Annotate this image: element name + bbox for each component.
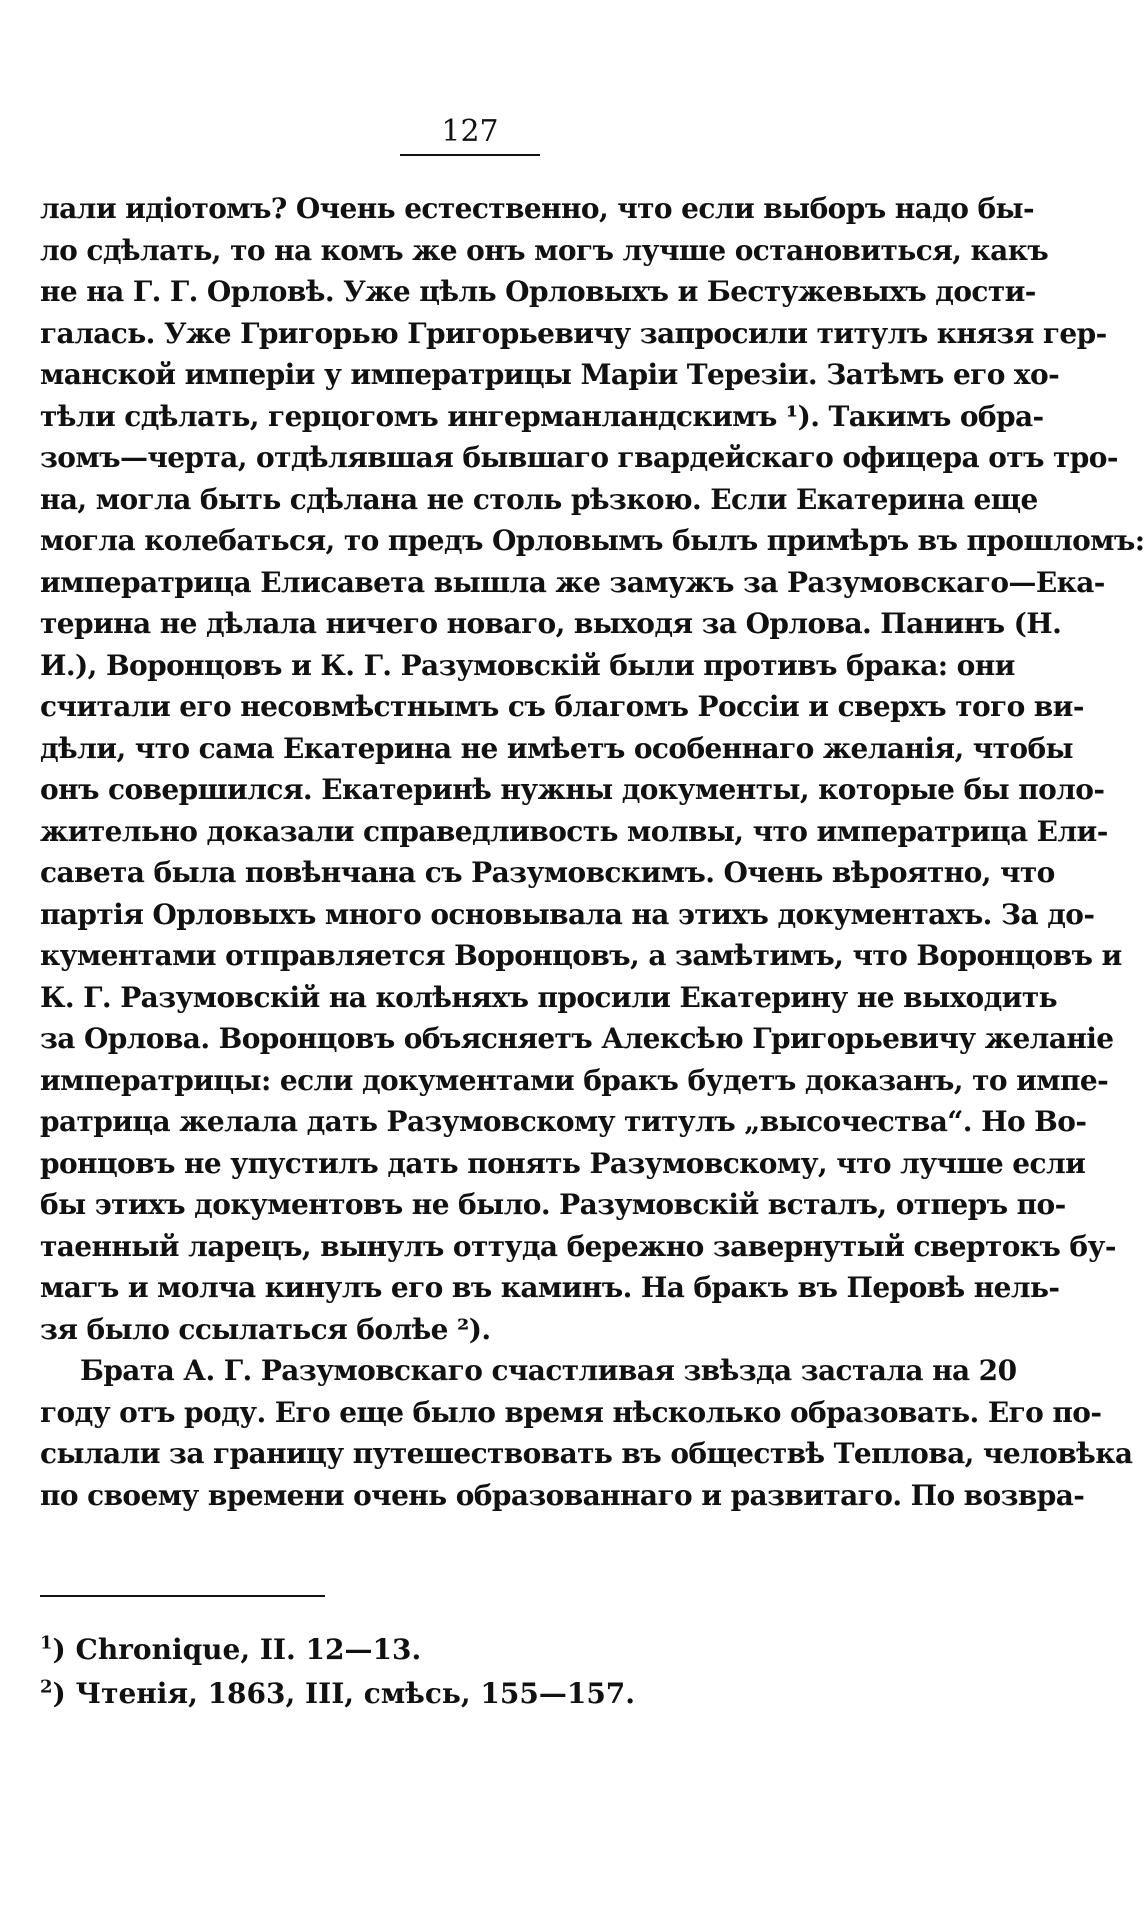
text-line: бы этихъ документовъ не было. Разумовскій всталъ, отперъ по-: [40, 1188, 1066, 1221]
footnote-2: [40, 1672, 902, 1716]
text-line: савета была повѣнчана съ Разумовскимъ. Очень вѣроятно, что: [40, 856, 1055, 889]
page-number: 127: [441, 114, 499, 149]
footnote-text: ) Chronique, II. 12—13.: [52, 1633, 422, 1666]
text-line: ронцовъ не упустилъ дать понять Разумовскому, что лучше если: [40, 1146, 1086, 1180]
text-line: императрица Елисавета вышла же замужъ за Разумовскаго—Ека-: [40, 565, 1105, 599]
text-line: императрицы: если документами бракъ будетъ доказанъ, то импе-: [40, 1063, 1109, 1097]
text-line: на, могла быть сдѣлана не столь рѣзкою. Если Екатерина еще: [40, 482, 1038, 516]
text-line: за Орлова. Воронцовъ объясняетъ Алексѣю Григорьевичу желаніе: [40, 1022, 1114, 1055]
text-line: жительно доказали справедливость молвы, что императрица Ели-: [40, 814, 1108, 848]
body-text: [40, 188, 1145, 1516]
text-line: зомъ—черта, отдѣлявшая бывшаго гвардейскаго офицера отъ тро-: [40, 441, 1118, 474]
footnote-text: ) Чтенія, 1863, III, смѣсь, 155—157.: [52, 1677, 636, 1710]
header-rule: [400, 154, 540, 156]
text-line: И.), Воронцовъ и К. Г. Разумовскій были противъ брака: они: [40, 648, 1015, 682]
text-line: онъ совершился. Екатеринѣ нужны документы, которые бы поло-: [40, 773, 1105, 806]
text-line: могла колебаться, то предъ Орловымъ былъ примѣръ въ прошломъ:: [40, 524, 1145, 557]
footnotes: [40, 1628, 902, 1716]
text-line: сылали за границу путешествовать въ обществѣ Теплова, человѣка: [40, 1437, 1133, 1470]
text-line: галась. Уже Григорью Григорьевичу запросили титулъ князя гер-: [40, 316, 1107, 350]
text-line: не на Г. Г. Орловѣ. Уже цѣль Орловыхъ и Бестужевыхъ дости-: [40, 275, 1036, 308]
text-line: дѣли, что сама Екатерина не имѣетъ особеннаго желанія, чтобы: [40, 731, 1074, 765]
text-line: магъ и молча кинулъ его въ каминъ. На бракъ въ Перовѣ нель-: [40, 1271, 1060, 1304]
footnote-rule: [40, 1595, 325, 1597]
text-line: году отъ роду. Его еще было время нѣсколько образовать. Его по-: [40, 1395, 1102, 1429]
text-line: кументами отправляется Воронцовъ, а замѣтимъ, что Воронцовъ и: [40, 939, 1122, 972]
text-line: лали идіотомъ? Очень естественно, что если выборъ надо бы-: [40, 192, 1035, 225]
text-line: зя было ссылаться болѣе ²).: [40, 1312, 491, 1346]
text-line: таенный ларецъ, вынулъ оттуда бережно завернутый свертокъ бу-: [40, 1229, 1116, 1263]
footnote-1: [40, 1628, 902, 1672]
text-line: ло сдѣлать, то на комъ же онъ могъ лучше остановиться, какъ: [40, 233, 1049, 267]
text-line: терина не дѣлала ничего новаго, выходя за Орлова. Панинъ (Н.: [40, 607, 1062, 640]
footnote-mark: 1: [40, 1632, 53, 1654]
text-line: К. Г. Разумовскій на колѣняхъ просили Екатерину не выходить: [40, 980, 1058, 1014]
text-line: партія Орловыхъ много основывала на этихъ документахъ. За до-: [40, 897, 1095, 931]
text-line: считали его несовмѣстнымъ съ благомъ Россіи и сверхъ того ви-: [40, 690, 1084, 723]
text-line: тѣли сдѣлать, герцогомъ ингерманландскимъ ¹). Такимъ обра-: [40, 399, 1044, 433]
text-line: манской имперіи у императрицы Маріи Терезіи. Затѣмъ его хо-: [40, 358, 1060, 391]
text-line: по своему времени очень образованнаго и развитаго. По возвра-: [40, 1478, 1085, 1512]
text-line: Брата А. Г. Разумовскаго счастливая звѣзда застала на 20: [80, 1354, 1017, 1387]
text-line: ратрица желала дать Разумовскому титулъ „высочества“. Но Во-: [40, 1105, 1087, 1138]
footnote-mark: 2: [40, 1676, 53, 1698]
